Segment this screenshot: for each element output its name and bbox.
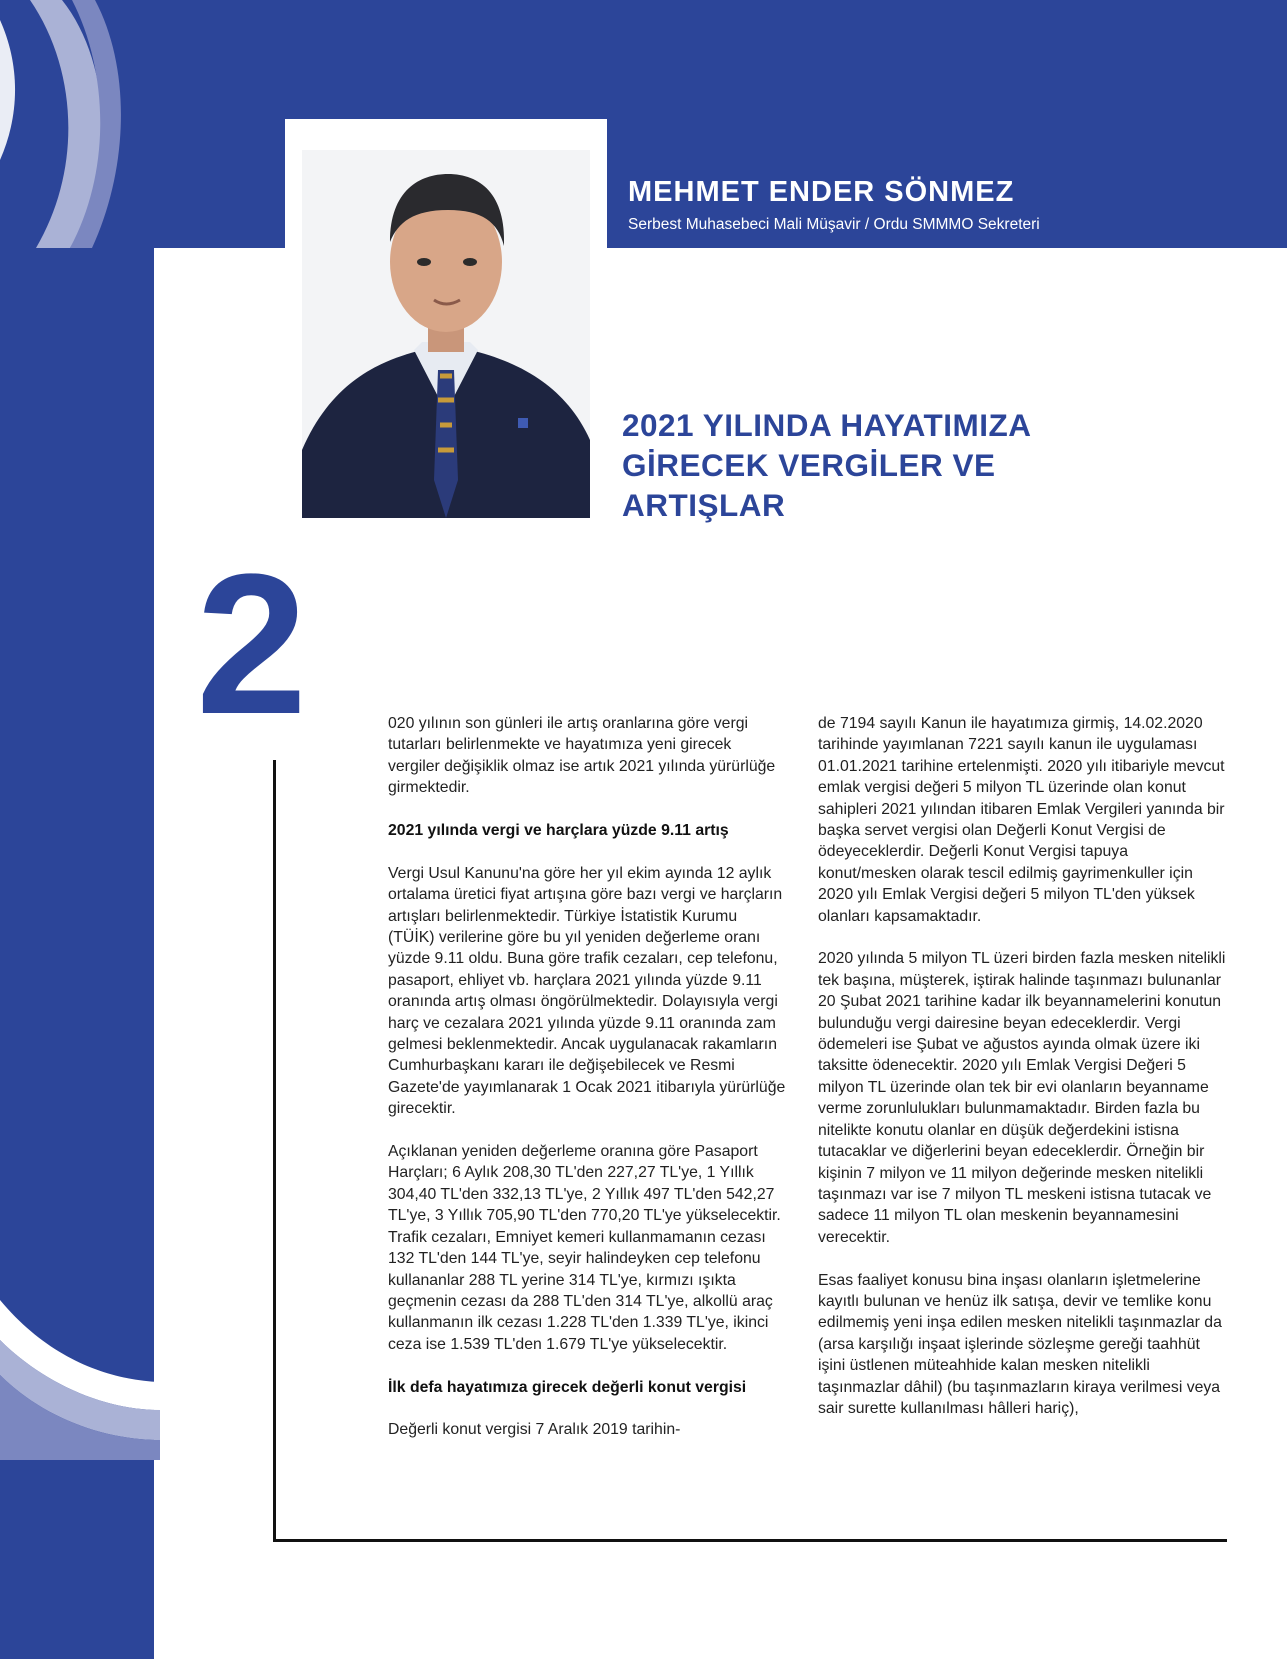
article-title — [622, 405, 1142, 525]
drop-cap: 2 — [196, 533, 308, 756]
body-paragraph: Değerli konut vergisi 7 Aralık 2019 tarihin- — [388, 1421, 681, 1439]
body-paragraph: Esas faaliyet konusu bina inşası olanların işletmelerine kayıtlı bulunan ve henüz ilk satışa, devir ve temlike konu edilmemiş yeni inşa edilen mesken nitelikli taşınmazlar da (arsa karşılığı inşaat işlerinde sözleşme gereği taahhüt işini üstlenen müteahhide kalan mesken nitelikli taşınmazlar dâhil) (bu taşınmazların kiraya verilmesi veya sair surette kullanılması hâlleri hariç), — [818, 1271, 1222, 1417]
body-paragraph: 2020 yılında 5 milyon TL üzeri birden fazla mesken nitelikli tek başına, müşterek, iştirak halinde taşınmazı bulunanlar 20 Şubat 2021 tarihine kadar ilk beyannamelerini konutun bulunduğu vergi dairesine beyan edeceklerdir. Vergi ödemeleri ise Şubat ve ağustos ayında olmak üzere iki taksitte ödenecektir. 2020 yılı Emlak Vergisi Değeri 5 milyon TL üzerinde olan tek bir evi olanların beyanname verme zorunlulukları bulunmamaktadır. Birden fazla bu nitelikte konutu olanlar en düşük değerdekini istisna tutacaklar ve diğerlerini beyan edeceklerdir. Örneğin bir kişinin 7 milyon ve 11 milyon değerinde mesken nitelikli taşınmazı var ise 7 milyon TL meskeni istisna tutacak ve sadece 11 milyon TL olan meskenin beyannamesini verecektir. — [818, 950, 1226, 1246]
body-paragraph: de 7194 sayılı Kanun ile hayatımıza girmiş, 14.02.2020 tarihinde yayımlanan 7221 sayılı kanun ile uygulaması 01.01.2021 tarihine ertelenmişti. 2020 yılı itibariyle mevcut emlak vergisi değeri 5 milyon TL üzerinde olan konut sahipleri 2021 yılından itibaren Emlak Vergileri yanında bir başka servet vergisi olan Değerli Konut Vergisi de ödeyeceklerdir. Değerli Konut Vergisi tapuya konut/mesken olarak tescil edilmiş gayrimenkuller için 2020 yılı Emlak Vergisi değeri 5 milyon TL'den yüksek olanları kapsamaktadır. — [818, 715, 1225, 925]
title-line: ARTIŞLAR — [622, 487, 786, 523]
body-paragraph: Vergi Usul Kanunu'na göre her yıl ekim ayında 12 aylık ortalama üretici fiyat artışına göre bazı vergi ve harçların artışları belirlenmektedir. Türkiye İstatistik Kurumu (TÜİK) verilerine göre bu yıl yeniden değerleme oranı yüzde 9.11 oldu. Buna göre trafik cezaları, cep telefonu, pasaport, ehliyet vb. harçlara 2021 yılında yüzde 9.11 oranında artış olması öngörülmektedir. Dolayısıyla vergi harç ve cezalara 2021 yılında yüzde 9.11 oranında zam gelmesi beklenmektedir. Ancak uygulanacak rakamların Cumhurbaşkanı kararı ile değişebilecek ve Resmi Gazete'de yayımlanarak 1 Ocak 2021 itibarıyla yürürlüğe girecektir. — [388, 864, 786, 1118]
title-line: 2021 YILINDA HAYATIMIZA — [622, 407, 1032, 443]
body-paragraph: Açıklanan yeniden değerleme oranına göre Pasaport Harçları; 6 Aylık 208,30 TL'den 227,27 TL'ye, 1 Yıllık 304,40 TL'den 332,13 TL'ye, 2 Yıllık 497 TL'den 542,27 TL'ye, 3 Yıllık 705,90 TL'den 770,20 TL'ye yükselecektir. Trafik cezaları, Emniyet kemeri kullanmamanın cezası 132 TL'den 144 TL'ye, seyir halindeyken cep telefonu kullananlar 288 TL yerine 314 TL'ye, kırmızı ışıkta geçmenin cezası da 288 TL'den 314 TL'ye, alkollü araç kullanmanın ilk cezası 1.228 TL'den 1.339 TL'ye, ikinci ceza ise 1.539 TL'den 1.679 TL'ye yükselecektir. — [388, 1143, 781, 1353]
decorative-swoosh-bottom — [0, 1300, 160, 1460]
decorative-swoosh-top — [0, 0, 160, 250]
author-photo — [302, 150, 590, 518]
title-line: GİRECEK VERGİLER VE — [622, 447, 996, 483]
frame-rule-vertical — [273, 760, 276, 1542]
author-name: MEHMET ENDER SÖNMEZ — [628, 176, 1015, 208]
section-heading: 2021 yılında vergi ve harçlara yüzde 9.11 artış — [388, 822, 729, 840]
article-column-left — [388, 713, 786, 1441]
section-heading: İlk defa hayatımıza girecek değerli konut vergisi — [388, 1378, 747, 1396]
header-band — [0, 0, 1287, 248]
article-column-right — [818, 713, 1226, 1419]
frame-rule-horizontal — [273, 1539, 1227, 1542]
author-role: Serbest Muhasebeci Mali Müşavir / Ordu SMMMO Sekreteri — [628, 216, 1040, 233]
body-paragraph: 020 yılının son günleri ile artış oranlarına göre vergi tutarları belirlenmekte ve hayatımıza yeni girecek vergiler değişiklik olmaz ise artık 2021 yılında yürürlüğe girmektedir. — [388, 715, 776, 797]
